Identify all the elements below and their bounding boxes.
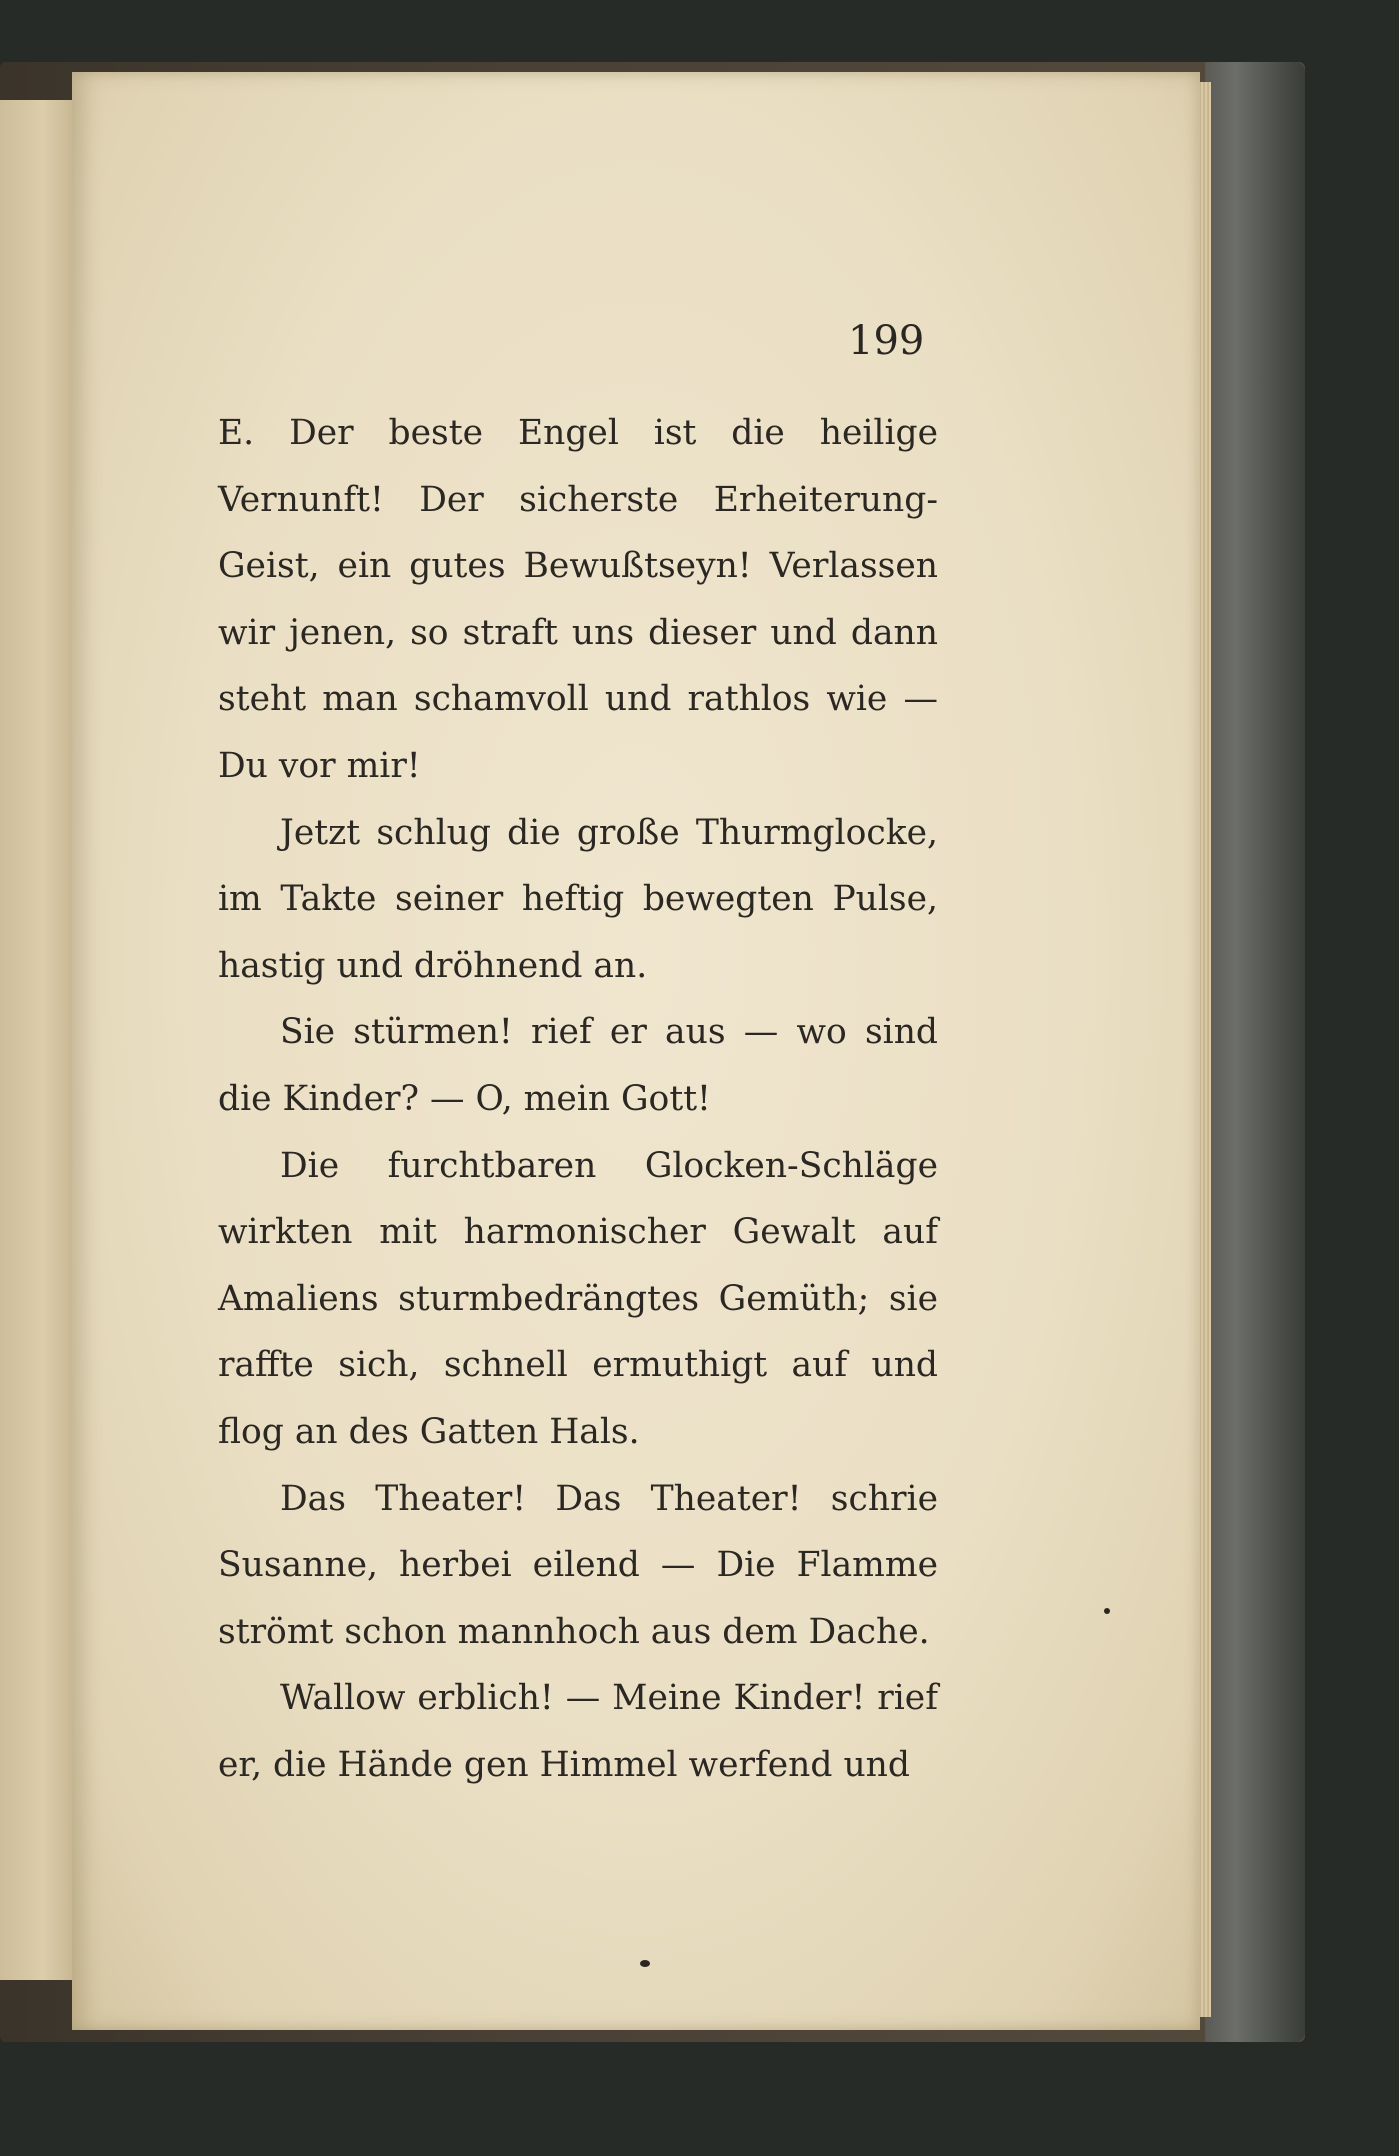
paragraph: Wallow erblich! — Meine Kinder! rief er, die Hände gen Himmel werfend und [218,1678,938,1785]
ink-speck [640,1960,650,1967]
paragraph: Das Theater! Das Theater! schrie Susanne, herbei eilend — Die Flamme strömt schon mannhoch aus dem Dache. [218,1478,938,1652]
paragraph: E. Der beste Engel ist die heilige Vernunft! Der sicherste Erheiterung-Geist, ein gutes Bewußtseyn! Verlassen wir jenen, so straft uns dieser und dann steht man schamvoll und rathlos wie — Du vor mir! [218,413,938,786]
paragraph: Jetzt schlug die große Thurmglocke, im Takte seiner heftig bewegten Pulse, hastig und dröhnend an. [218,812,938,986]
paragraph: Sie stürmen! rief er aus — wo sind die Kinder? — O, mein Gott! [218,1012,938,1119]
page-text [218,400,938,1798]
book-cover-edge [1205,62,1305,2042]
page-number: 199 [848,318,925,364]
previous-page-edge [0,100,74,1980]
ink-speck [1104,1608,1110,1614]
paragraph: Die furchtbaren Glocken-Schläge wirkten mit harmonischer Gewalt auf Amaliens sturmbedrängtes Gemüth; sie raffte sich, schnell ermuthigt auf und flog an des Gatten Hals. [218,1145,938,1452]
